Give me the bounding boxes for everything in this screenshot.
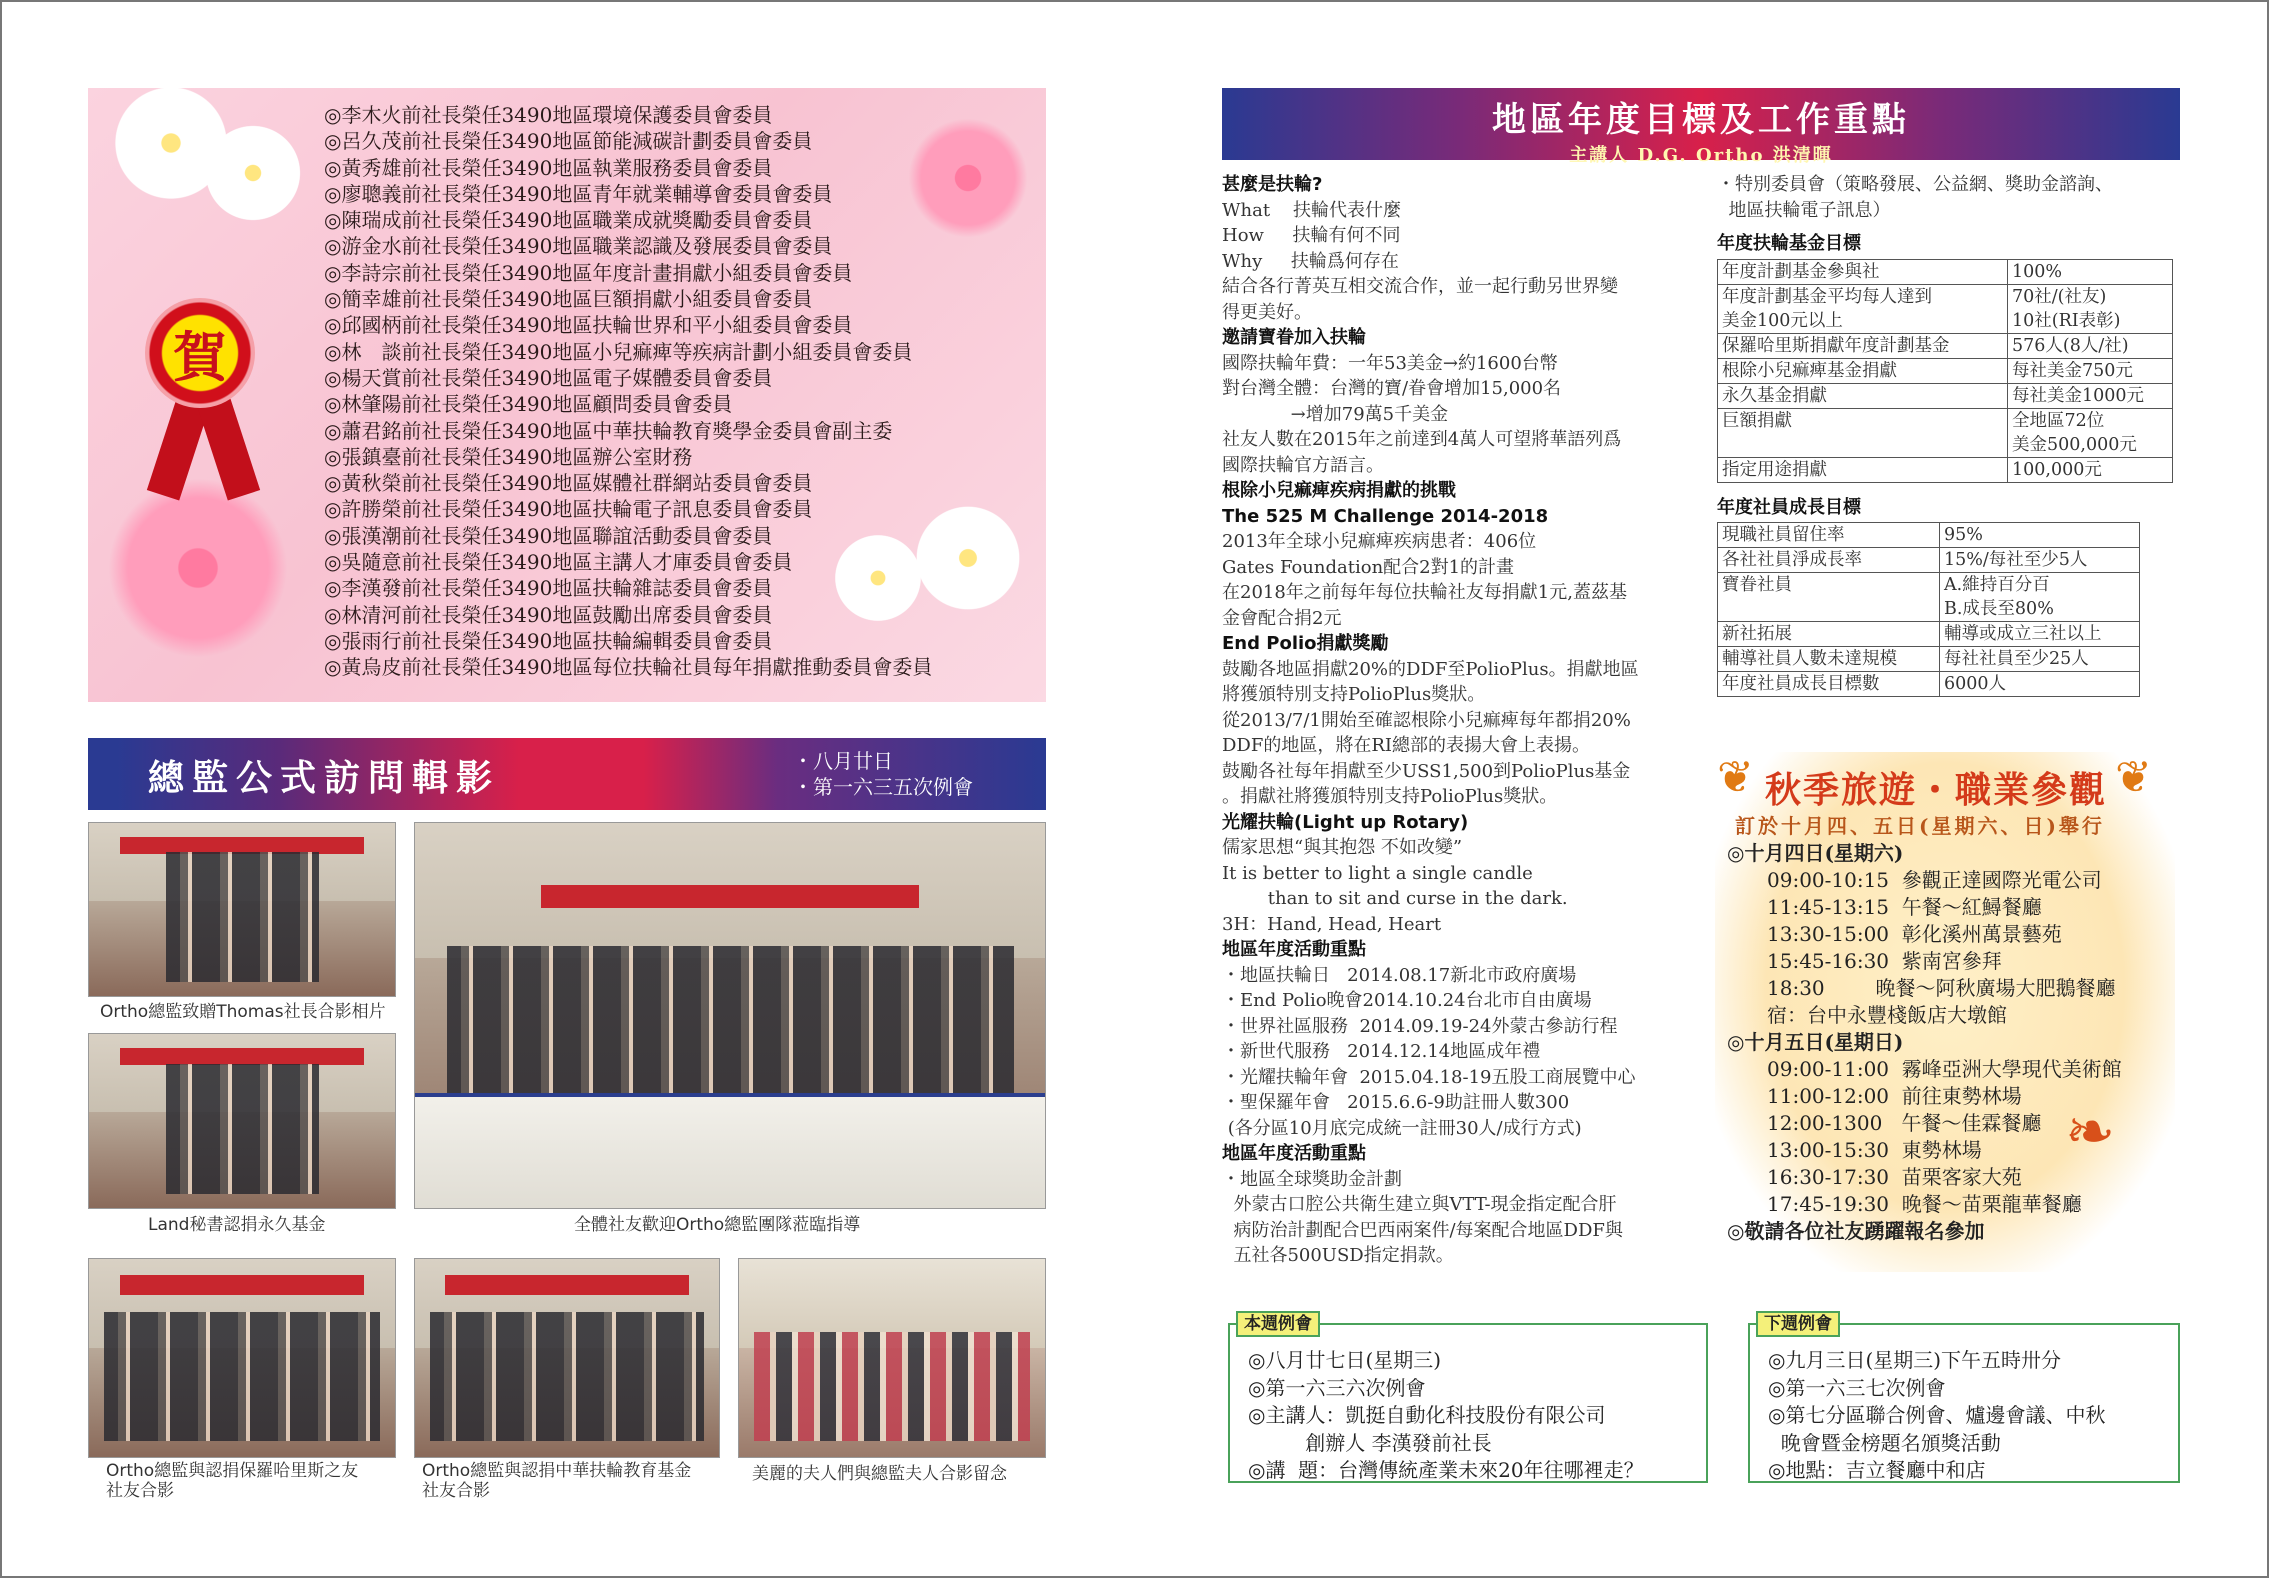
congrats-badge-icon: 賀 [145, 298, 255, 408]
meeting-line: 創辦人 李漢發前社長 [1248, 1430, 1492, 1455]
trip-item: 16:30-17:30 苗栗客家大苑 [1767, 1165, 2022, 1189]
fund-row-cell: 巨額捐獻 [1718, 408, 2008, 457]
meeting-line: ◎地點：吉立餐廳中和店 [1768, 1458, 1986, 1482]
trip-item: 09:00-10:15 參觀正達國際光電公司 [1767, 868, 2102, 892]
fund-row-cell: 年度計劃基金參與社 [1718, 259, 2008, 284]
fund-goals-table [1717, 259, 2173, 483]
congrats-item: ◎林肇陽前社長榮任3490地區顧問委員會委員 [324, 392, 733, 417]
trip-item: 12:00-1300 午餐～佳霖餐廳 [1767, 1111, 2042, 1135]
maple-leaf-icon: ❦ [1717, 752, 1754, 803]
fund-row-cell: 70社/(社友) 10社(RI表彰) [2008, 284, 2173, 333]
congrats-item: ◎李漢發前社長榮任3490地區扶輪雜誌委員會委員 [324, 576, 773, 601]
meeting-line: ◎第一六三七次例會 [1768, 1375, 1946, 1400]
trip-day-1: ◎十月四日(星期六) [1727, 841, 1904, 865]
caption-4: Ortho總監與認捐保羅哈里斯之友 社友合影 [106, 1461, 359, 1501]
fund-row-cell: 576人(8人/社) [2008, 333, 2173, 358]
goals-heading: 根除小兒痲痺疾病捐獻的挑戰 [1222, 480, 1456, 501]
goals-heading: 光耀扶輪(Light up Rotary) [1222, 811, 1469, 833]
trip-subtitle: 訂於十月四、五日(星期六、日)舉行 [1735, 814, 2105, 838]
fund-row [1718, 358, 2173, 383]
maple-leaf-icon: ❦ [2115, 752, 2152, 803]
fund-row-cell: 每社美金750元 [2008, 358, 2173, 383]
trip-item: 17:45-19:30 晚餐～苗栗龍華餐廳 [1767, 1192, 2082, 1216]
congrats-item: ◎蕭君銘前社長榮任3490地區中華扶輪教育獎學金委員會副主委 [324, 418, 893, 443]
goals-heading: End Polio捐獻獎勵 [1222, 633, 1389, 654]
trip-item: 13:00-15:30 東勢林場 [1767, 1138, 1982, 1162]
member-row [1718, 548, 2140, 573]
meeting-line: ◎第七分區聯合例會、爐邊會議、中秋 [1768, 1403, 2106, 1427]
member-row-cell: 輔導或成立三社以上 [1940, 622, 2140, 647]
fund-row-cell: 全地區72位 美金500,000元 [2008, 408, 2173, 457]
goals-heading: 地區年度活動重點 [1222, 1143, 1366, 1164]
congrats-item: ◎楊天賞前社長榮任3490地區電子媒體委員會委員 [324, 365, 773, 390]
next-week-details [1750, 1325, 2178, 1485]
intro-line: ・特別委員會（策略發展、公益網、獎助金諮詢、 [1717, 174, 2113, 195]
caption-2: Land秘書認捐永久基金 [148, 1215, 326, 1235]
goals-section-header [1222, 88, 2180, 166]
trip-title: 秋季旅遊・職業參觀 [1765, 769, 2108, 811]
goals-line: ・聖保羅年會 2015.6.6-9助註冊人數300 [1222, 1092, 1570, 1113]
goals-line: ・新世代服務 2014.12.14地區成年禮 [1222, 1041, 1541, 1062]
meeting-line: 晚會暨金榜題名頒獎活動 [1768, 1430, 2001, 1455]
photo-paul-harris [88, 1258, 396, 1458]
goals-line: 金會配合捐2元 [1222, 607, 1342, 629]
fund-row-cell: 指定用途捐獻 [1718, 457, 2008, 482]
visit-date: ・八月廿日 ・第一六三五次例會 [793, 749, 973, 799]
goals-middle-column [1222, 172, 1692, 1269]
photo-spouses [738, 1258, 1046, 1458]
fund-row [1718, 457, 2173, 482]
goals-heading: 地區年度活動重點 [1222, 939, 1366, 960]
goals-line: 2013年全球小兒痲痺疾病患者：406位 [1222, 531, 1537, 552]
fund-row-cell: 保羅哈里斯捐獻年度計劃基金 [1718, 333, 2008, 358]
congrats-item: ◎呂久茂前社長榮任3490地區節能減碳計劃委員會委員 [324, 129, 813, 154]
intro-line: 地區扶輪電子訊息） [1717, 199, 1891, 221]
member-goals-table [1717, 522, 2140, 697]
fund-row [1718, 408, 2173, 457]
congrats-item: ◎陳瑞成前社長榮任3490地區職業成就獎勵委員會委員 [324, 208, 813, 233]
goals-line: 儒家思想“與其抱怨 不如改變” [1222, 837, 1463, 858]
member-row [1718, 647, 2140, 672]
goals-line: 病防治計劃配合巴西兩案件/每案配合地區DDF與 [1222, 1219, 1623, 1241]
fund-heading: 年度扶輪基金目標 [1717, 233, 1861, 254]
congrats-item: ◎張鎮臺前社長榮任3490地區辦公室財務 [324, 444, 693, 469]
congrats-item: ◎林 談前社長榮任3490地區小兒痲痺等疾病計劃小組委員會委員 [324, 339, 913, 364]
this-week-details [1230, 1325, 1706, 1485]
goals-line: 鼓勵各地區捐獻20%的DDF至PolioPlus。捐獻地區 [1222, 658, 1639, 680]
member-row-cell: A.維持百分百 B.成長至80% [1940, 573, 2140, 622]
photo-donation [88, 1033, 396, 1209]
congrats-item: ◎李詩宗前社長榮任3490地區年度計畫捐獻小組委員會委員 [324, 260, 853, 285]
fund-row-cell: 100,000元 [2008, 457, 2173, 482]
goals-line: It is better to light a single candle [1222, 862, 1533, 884]
goals-line: →增加79萬5千美金 [1222, 403, 1449, 425]
member-row [1718, 523, 2140, 548]
goals-line: Gates Foundation配合2對1的計畫 [1222, 556, 1515, 578]
goals-line: 對台灣全體：台灣的寶/眷會增加15,000名 [1222, 378, 1562, 399]
trip-day-2: ◎十月五日(星期日) [1727, 1030, 1904, 1054]
special-committees [1717, 172, 2177, 223]
meeting-line: ◎八月廿七日(星期三) [1248, 1348, 1442, 1372]
goals-line: 將獲頒特別支持PolioPlus獎狀。 [1222, 684, 1486, 705]
goals-line: (各分區10月底完成統一註冊30人/成行方式) [1222, 1117, 1582, 1139]
visit-title: 總監公式訪問輯影 [148, 757, 501, 799]
goals-line: What 扶輪代表什麼 [1222, 199, 1401, 221]
photo-group [414, 822, 1046, 1209]
goals-line: 國際扶輪官方語言。 [1222, 454, 1384, 476]
fund-row [1718, 333, 2173, 358]
member-row-cell: 寶眷社員 [1718, 573, 1940, 622]
goals-line: 。捐獻社將獲頒特別支持PolioPlus獎狀。 [1222, 786, 1558, 807]
goals-line: 在2018年之前每年每位扶輪社友每捐獻1元,蓋茲基 [1222, 582, 1627, 603]
goals-line: 鼓勵各社每年捐獻至少USS1,500到PolioPlus基金 [1222, 760, 1631, 782]
goals-line: ・End Polio晚會2014.10.24台北市自由廣場 [1222, 990, 1592, 1011]
congrats-item: ◎黃烏皮前社長榮任3490地區每位扶輪社員每年捐獻推動委員會委員 [324, 655, 933, 680]
caption-6: 美麗的夫人們與總監夫人合影留念 [752, 1464, 1007, 1484]
pink-flower-icon [108, 478, 288, 658]
meeting-line: ◎第一六三六次例會 [1248, 1375, 1426, 1400]
next-week-meeting [1748, 1314, 2180, 1483]
congrats-item: ◎黃秀雄前社長榮任3490地區執業服務委員會委員 [324, 155, 773, 180]
trip-item: 09:00-11:00 霧峰亞洲大學現代美術館 [1767, 1057, 2122, 1081]
fund-row [1718, 259, 2173, 284]
congrats-item: ◎廖聰義前社長榮任3490地區青年就業輔導會委員會委員 [324, 181, 833, 206]
autumn-trip-panel [1715, 752, 2175, 1272]
meeting-line: ◎講 題：台灣傳統產業未來20年往哪裡走？ [1248, 1458, 1644, 1482]
trip-item: 15:45-16:30 紫南宮參拜 [1767, 949, 2002, 973]
goals-line: How 扶輪有何不同 [1222, 225, 1401, 246]
goals-heading: 邀請寶眷加入扶輪 [1222, 327, 1366, 348]
meeting-line: ◎主講人：凱挺自動化科技股份有限公司 [1248, 1403, 1606, 1427]
meeting-line: ◎九月三日(星期三)下午五時卅分 [1768, 1348, 2062, 1372]
goals-line: 社友人數在2015年之前達到4萬人可望將華語列爲 [1222, 429, 1622, 450]
trip-schedule [1727, 840, 2122, 1245]
member-row [1718, 573, 2140, 622]
member-row-cell: 現職社員留住率 [1718, 523, 1940, 548]
fund-row-cell: 根除小兒痲痺基金捐獻 [1718, 358, 2008, 383]
congrats-item: ◎許勝榮前社長榮任3490地區扶輪電子訊息委員會委員 [324, 497, 813, 522]
trip-item: 11:45-13:15 午餐～紅鱘餐廳 [1767, 895, 2042, 919]
congrats-item: ◎游金水前社長榮任3490地區職業認識及發展委員會委員 [324, 234, 833, 259]
goals-title: 地區年度目標及工作重點 [1492, 100, 1910, 140]
photo-education-fund [414, 1258, 720, 1458]
caption-1: Ortho總監致贈Thomas社長合影相片 [100, 1002, 386, 1022]
congrats-item: ◎簡幸雄前社長榮任3490地區巨額捐獻小組委員會委員 [324, 287, 813, 312]
goals-line: 從2013/7/1開始至確認根除小兒痲痺每年都捐20% [1222, 709, 1631, 731]
member-row-cell: 6000人 [1940, 672, 2140, 697]
trip-item: 宿：台中永豐棧飯店大墩館 [1767, 1003, 2007, 1027]
congrats-item: ◎邱國柄前社長榮任3490地區扶輪世界和平小組委員會委員 [324, 313, 853, 338]
fund-row [1718, 383, 2173, 408]
fund-row-cell: 每社美金1000元 [2008, 383, 2173, 408]
member-row [1718, 622, 2140, 647]
trip-item: 11:00-12:00 前往東勢林場 [1767, 1084, 2022, 1108]
congrats-item: ◎張漢潮前社長榮任3490地區聯誼活動委員會委員 [324, 523, 773, 548]
member-row-cell: 輔導社員人數未達規模 [1718, 647, 1940, 672]
fund-row-cell: 永久基金捐獻 [1718, 383, 2008, 408]
member-row-cell: 95% [1940, 523, 2140, 548]
goals-line: ・世界社區服務 2014.09.19-24外蒙古參訪行程 [1222, 1015, 1618, 1037]
congrats-item: ◎李木火前社長榮任3490地區環境保護委員會委員 [324, 103, 773, 127]
maple-branch-icon: ❧ [2065, 1097, 2116, 1167]
goals-line: 結合各行菁英互相交流合作，並一起行動另世界變 [1222, 276, 1618, 297]
caption-3: 全體社友歡迎Ortho總監團隊蒞臨指導 [574, 1215, 861, 1235]
congrats-list [324, 102, 932, 681]
goals-right-column [1717, 172, 2177, 709]
member-row-cell: 年度社員成長目標數 [1718, 672, 1940, 697]
goals-line: DDF的地區，將在RI總部的表揚大會上表揚。 [1222, 735, 1591, 756]
member-heading: 年度社員成長目標 [1717, 496, 1861, 518]
goals-line: 五社各500USD指定捐款。 [1222, 1245, 1454, 1266]
member-row-cell: 各社社員淨成長率 [1718, 548, 1940, 573]
next-week-label: 下週例會 [1756, 1311, 1840, 1337]
goals-line: 3H：Hand, Head, Heart [1222, 913, 1442, 935]
fund-row-cell: 年度計劃基金平均每人達到 美金100元以上 [1718, 284, 2008, 333]
goals-line: than to sit and curse in the dark. [1222, 888, 1568, 909]
goals-heading: 甚麼是扶輪? [1222, 174, 1323, 195]
trip-item: 13:30-15:00 彰化溪州萬景藝苑 [1767, 922, 2062, 946]
fund-row-cell: 100% [2008, 259, 2173, 284]
congrats-item: ◎吳隨意前社長榮任3490地區主講人才庫委員會委員 [324, 550, 793, 575]
this-week-meeting [1228, 1314, 1708, 1483]
fund-row [1718, 284, 2173, 333]
visit-section-header [88, 738, 1046, 810]
this-week-label: 本週例會 [1236, 1311, 1320, 1337]
goals-line: 國際扶輪年費：一年53美金→約1600台幣 [1222, 352, 1558, 374]
goals-line: ・地區扶輪日 2014.08.17新北市政府廣場 [1222, 964, 1577, 986]
trip-item: 18:30 晚餐～阿秋廣場大肥鵝餐廳 [1767, 976, 2116, 1000]
photo-gift [88, 822, 396, 997]
member-row-cell: 15%/每社至少5人 [1940, 548, 2140, 573]
goals-heading: The 525 M Challenge 2014-2018 [1222, 505, 1549, 527]
member-row-cell: 新社拓展 [1718, 622, 1940, 647]
goals-line: 得更美好。 [1222, 301, 1312, 323]
goals-line: ・光耀扶輪年會 2015.04.18-19五股工商展覽中心 [1222, 1066, 1636, 1088]
goals-speaker: 主講人 D.G. Ortho 洪清暉 [1569, 145, 1833, 166]
goals-line: 外蒙古口腔公共衛生建立與VTT-現金指定配合肝 [1222, 1194, 1617, 1215]
goals-line: ・地區全球獎助金計劃 [1222, 1168, 1402, 1190]
member-row-cell: 每社社員至少25人 [1940, 647, 2140, 672]
congrats-item: ◎林清河前社長榮任3490地區鼓勵出席委員會委員 [324, 602, 773, 627]
congrats-item: ◎張雨行前社長榮任3490地區扶輪編輯委員會委員 [324, 628, 773, 653]
congrats-item: ◎黃秋榮前社長榮任3490地區媒體社群網站委員會委員 [324, 471, 813, 496]
caption-5: Ortho總監與認捐中華扶輪教育基金 社友合影 [422, 1461, 692, 1501]
member-row [1718, 672, 2140, 697]
goals-line: Why 扶輪爲何存在 [1222, 250, 1399, 272]
white-flower-icon [198, 118, 308, 228]
trip-footer: ◎敬請各位社友踴躍報名參加 [1727, 1219, 1985, 1243]
congratulations-panel [88, 88, 1046, 702]
